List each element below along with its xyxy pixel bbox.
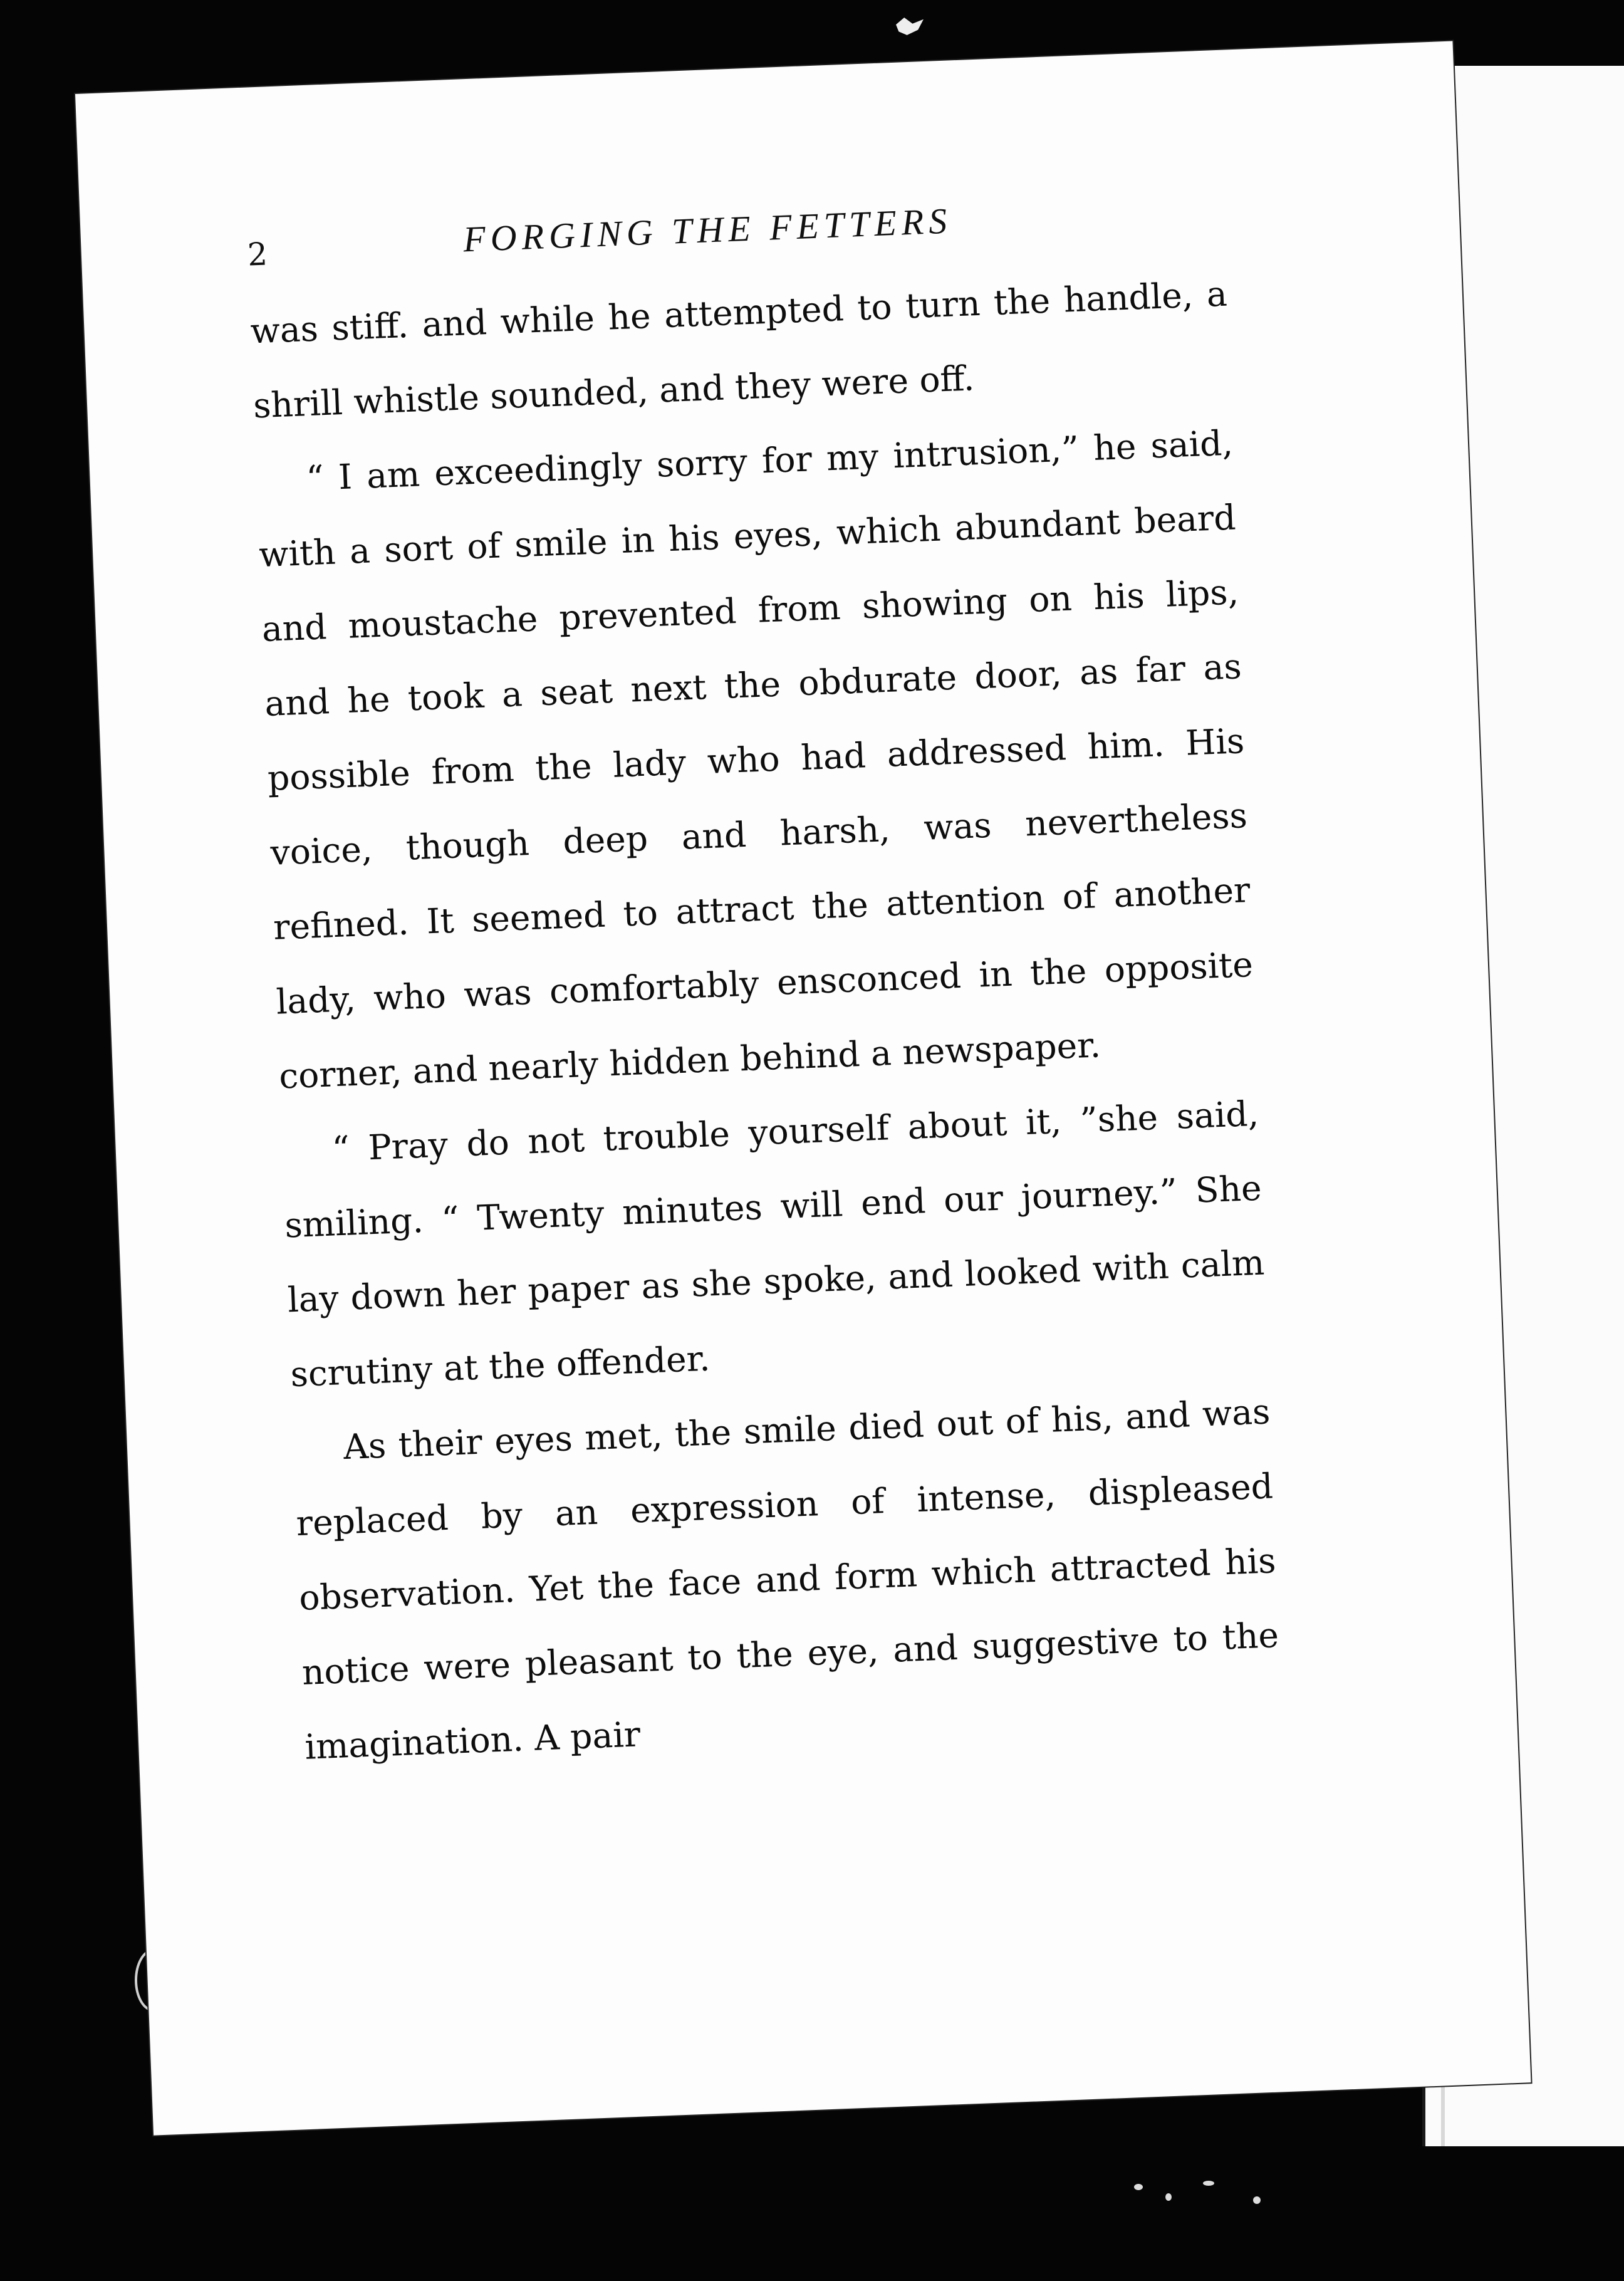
paragraph: As their eyes met, the smile died out of his, and was replaced by an expression of intense, displeased observation. Yet the face and form which attracted his notice were pleasant to the eye, and suggestive to the imagination. A pair xyxy=(295,1391,1280,1767)
speck xyxy=(1134,2184,1143,2190)
book-page xyxy=(75,41,1531,2136)
running-head: FORGING THE FETTERS xyxy=(462,200,953,260)
body-text xyxy=(249,257,1283,1785)
paragraph: “ I am exceedingly sorry for my intrusion,” he said, with a sort of smile in his eyes, which abundant beard and moustache prevented from showing on his lips, and he took a seat next the obdurate door, as far as possible from the lady who had addressed him. His voice, though deep and harsh, was nevertheless refined. It seemed to attract the attention of another lady, who was comfortably ensconced in the opposite corner, and nearly hidden behind a newspaper. xyxy=(258,422,1254,1097)
speck xyxy=(1165,2193,1172,2201)
scan-debris-mark xyxy=(896,18,924,35)
scan-debris-bottom xyxy=(1128,2171,1316,2215)
page-header xyxy=(80,172,1460,281)
speck xyxy=(1203,2181,1214,2186)
paragraph: was stiff. and while he attempted to turn the handle, a shrill whistle sounded, and they were off. xyxy=(249,273,1228,426)
speck xyxy=(1253,2196,1261,2204)
paragraph: “ Pray do not trouble yourself about it, ”she said, smiling. “ Twenty minutes will end our journey.” She lay down her paper as she spoke, and looked with calm scrutiny at the offender. xyxy=(284,1093,1266,1395)
page-number: 2 xyxy=(246,236,268,273)
